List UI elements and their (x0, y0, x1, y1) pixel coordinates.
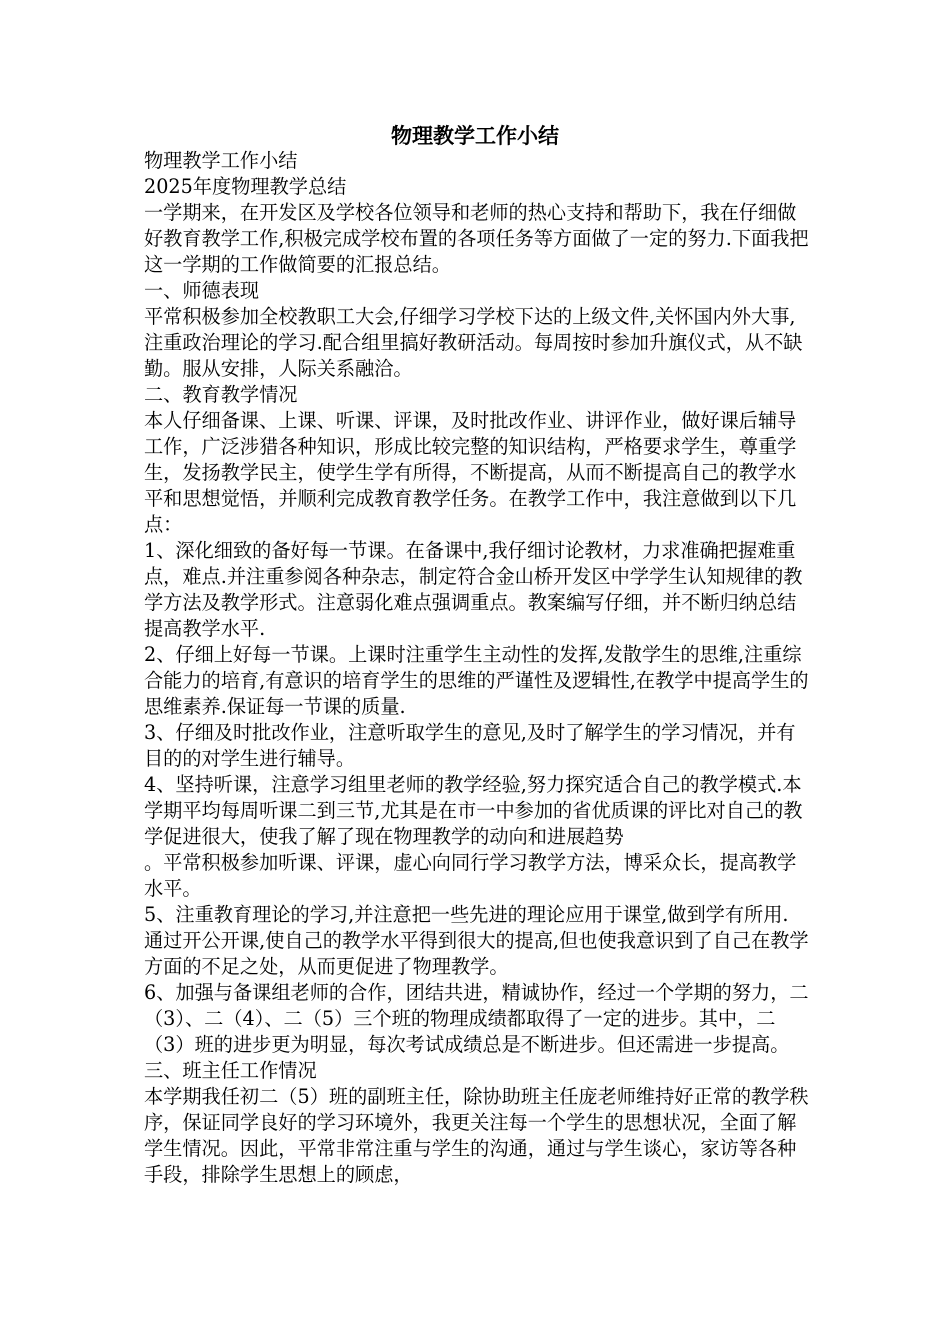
section-heading: 二、教育教学情况 (144, 383, 298, 406)
paragraph: 。平常积极参加听课、评课，虚心向同行学习教学方法，博采众长，提高教学水平。 (144, 851, 797, 900)
paragraph: 通过开公开课,使自己的教学水平得到很大的提高,但也使我意识到了自己在教学方面的不足之处，从而更促进了物理教学。 (144, 929, 809, 978)
document-title: 物理教学工作小结 (391, 123, 559, 148)
paragraph: 本人仔细备课、上课、听课、评课，及时批改作业、讲评作业，做好课后辅导工作，广泛涉猎各种知识，形成比较完整的知识结构，严格要求学生，尊重学生，发扬教学民主，使学生学有所得，不断提高，从而不断提高自己的教学水平和思想觉悟，并顺利完成教育教学任务。在教学工作中，我注意做到以下几点： (144, 409, 797, 536)
list-item: 6、加强与备课组老师的合作，团结共进，精诚协作，经过一个学期的努力，二（3）、二（4）、二（5）三个班的物理成绩都取得了一定的进步。其中，二（3）班的进步更为明显，每次考试成绩总是不断进步。但还需进一步提高。 (144, 981, 809, 1056)
paragraph: 物理教学工作小结 (144, 149, 298, 172)
section-heading: 一、师德表现 (144, 279, 260, 302)
list-item: 4、坚持听课，注意学习组里老师的教学经验,努力探究适合自己的教学模式.本学期平均每周听课二到三节,尤其是在市一中参加的省优质课的评比对自己的教学促进很大，使我了解了现在物理教学的动向和进展趋势 (144, 773, 803, 848)
list-item: 1、深化细致的备好每一节课。在备课中,我仔细讨论教材，力求准确把握难重点，难点.并注重参阅各种杂志，制定符合金山桥开发区中学学生认知规律的教学方法及教学形式。注意弱化难点强调重点。教案编写仔细，并不断归纳总结提高教学水平. (144, 539, 803, 640)
paragraph: 平常积极参加全校教职工大会,仔细学习学校下达的上级文件,关怀国内外大事,注重政治理论的学习.配合组里搞好教研活动。每周按时参加升旗仪式，从不缺勤。服从安排，人际关系融洽。 (144, 305, 803, 380)
document-body (144, 148, 812, 1188)
list-item: 2、仔细上好每一节课。上课时注重学生主动性的发挥,发散学生的思维,注重综合能力的培育,有意识的培育学生的思维的严谨性及逻辑性,在教学中提高学生的思维素养.保证每一节课的质量. (144, 643, 809, 718)
section-heading: 三、班主任工作情况 (144, 1059, 317, 1082)
paragraph: 一学期来，在开发区及学校各位领导和老师的热心支持和帮助下，我在仔细做好教育教学工作,积极完成学校布置的各项任务等方面做了一定的努力.下面我把这一学期的工作做简要的汇报总结。 (144, 201, 809, 276)
list-item: 5、注重教育理论的学习,并注意把一些先进的理论应用于课堂,做到学有所用. (144, 903, 789, 926)
paragraph: 本学期我任初二（5）班的副班主任，除协助班主任庞老师维持好正常的教学秩序，保证同学良好的学习环境外，我更关注每一个学生的思想状况，全面了解学生情况。因此，平常非常注重与学生的沟通，通过与学生谈心，家访等各种手段，排除学生思想上的顾虑， (144, 1085, 809, 1186)
paragraph: 2025年度物理教学总结 (144, 175, 347, 198)
list-item: 3、仔细及时批改作业，注意听取学生的意见,及时了解学生的学习情况，并有目的的对学生进行辅导。 (144, 721, 796, 770)
